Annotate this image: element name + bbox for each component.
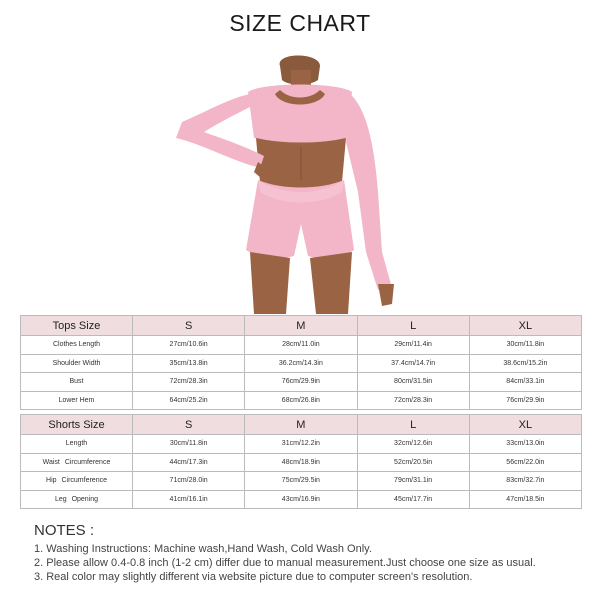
table-cell: 52cm/20.5in — [357, 453, 469, 472]
row-label: Length — [21, 435, 133, 454]
notes-section — [34, 522, 574, 584]
page-title: SIZE CHART — [229, 10, 371, 36]
table-cell: 33cm/13.0in — [469, 435, 581, 454]
row-label: Shoulder Width — [21, 354, 133, 373]
table-cell: 30cm/11.8in — [469, 336, 581, 355]
shorts-size-table — [20, 414, 582, 509]
note-measurement: 2. Please allow 0.4-0.8 inch (1-2 cm) differ due to manual measurement.Just choose one size as usual. — [34, 557, 536, 569]
table-cell: 83cm/32.7in — [469, 472, 581, 491]
table-cell: 47cm/18.5in — [469, 490, 581, 509]
model-photo — [170, 52, 430, 314]
table-cell: 31cm/12.2in — [245, 435, 357, 454]
table-cell: 56cm/22.0in — [469, 453, 581, 472]
shorts-header-l: L — [357, 415, 469, 435]
table-cell: 28cm/11.0in — [245, 336, 357, 355]
table-cell: 72cm/28.3in — [133, 373, 245, 392]
table-row — [21, 336, 582, 355]
table-cell: 27cm/10.6in — [133, 336, 245, 355]
row-label: Lower Hem — [21, 391, 133, 410]
table-row — [21, 453, 582, 472]
shorts-header-m: M — [245, 415, 357, 435]
table-cell: 41cm/16.1in — [133, 490, 245, 509]
table-row — [21, 391, 582, 410]
table-cell: 36.2cm/14.3in — [245, 354, 357, 373]
table-cell: 44cm/17.3in — [133, 453, 245, 472]
table-row — [21, 373, 582, 392]
row-label: Bust — [21, 373, 133, 392]
table-cell: 76cm/29.9in — [469, 391, 581, 410]
table-cell: 38.6cm/15.2in — [469, 354, 581, 373]
table-row — [21, 354, 582, 373]
table-cell: 35cm/13.8in — [133, 354, 245, 373]
table-cell: 32cm/12.6in — [357, 435, 469, 454]
table-row — [21, 472, 582, 491]
table-cell: 84cm/33.1in — [469, 373, 581, 392]
table-cell: 48cm/18.9in — [245, 453, 357, 472]
tops-size-table — [20, 315, 582, 410]
row-label: Clothes Length — [21, 336, 133, 355]
notes-heading: NOTES : — [34, 522, 95, 539]
table-cell: 37.4cm/14.7in — [357, 354, 469, 373]
tops-header-label: Tops Size — [21, 316, 133, 336]
table-cell: 71cm/28.0in — [133, 472, 245, 491]
table-cell: 76cm/29.9in — [245, 373, 357, 392]
tops-header-xl: XL — [469, 316, 581, 336]
row-label: Hip Circumference — [21, 472, 133, 491]
table-cell: 79cm/31.1in — [357, 472, 469, 491]
model-figure-illustration — [176, 56, 394, 315]
shorts-header-s: S — [133, 415, 245, 435]
table-row — [21, 490, 582, 509]
table-cell: 43cm/16.9in — [245, 490, 357, 509]
table-cell: 64cm/25.2in — [133, 391, 245, 410]
table-cell: 45cm/17.7in — [357, 490, 469, 509]
tops-header-s: S — [133, 316, 245, 336]
table-cell: 80cm/31.5in — [357, 373, 469, 392]
tops-header-l: L — [357, 316, 469, 336]
tops-header-m: M — [245, 316, 357, 336]
tops-header-row — [21, 316, 582, 336]
table-row — [21, 435, 582, 454]
table-cell: 75cm/29.5in — [245, 472, 357, 491]
note-washing: 1. Washing Instructions: Machine wash,Hand Wash, Cold Wash Only. — [34, 543, 372, 555]
shorts-header-xl: XL — [469, 415, 581, 435]
note-color: 3. Real color may slightly different via website picture due to computer screen's resolution. — [34, 571, 473, 583]
table-cell: 30cm/11.8in — [133, 435, 245, 454]
shorts-header-row — [21, 415, 582, 435]
table-cell: 68cm/26.8in — [245, 391, 357, 410]
row-label: Waist Circumference — [21, 453, 133, 472]
row-label: Leg Opening — [21, 490, 133, 509]
table-cell: 29cm/11.4in — [357, 336, 469, 355]
shorts-header-label: Shorts Size — [21, 415, 133, 435]
table-cell: 72cm/28.3in — [357, 391, 469, 410]
